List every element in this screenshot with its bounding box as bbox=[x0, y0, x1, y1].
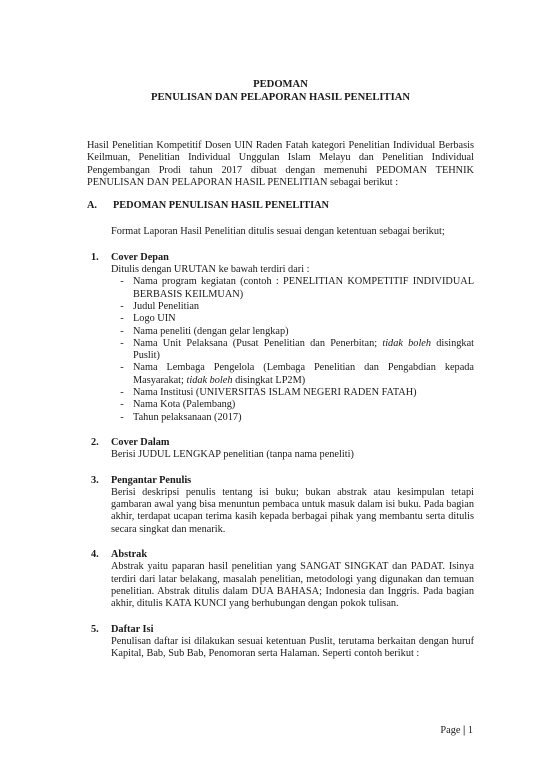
item-text: Berisi JUDUL LENGKAP penelitian (tanpa nama peneliti) bbox=[111, 449, 354, 461]
item-heading: Daftar Isi bbox=[111, 623, 154, 635]
list-item: - Nama Institusi (UNIVERSITAS ISLAM NEGERI RADEN FATAH) bbox=[120, 387, 417, 399]
section-letter: A. bbox=[87, 200, 98, 212]
item-cover-dalam bbox=[87, 437, 474, 462]
list-item: - Nama program kegiatan (contoh : PENELITIAN KOMPETITIF INDIVIDUAL BERBASIS KEILMUAN) bbox=[120, 276, 474, 300]
list-item: - Nama Kota (Palembang) bbox=[120, 399, 236, 411]
item-number: 4. bbox=[91, 549, 99, 561]
page-label: Page bbox=[440, 725, 461, 736]
item-heading: Cover Dalam bbox=[111, 436, 170, 448]
item-number: 1. bbox=[91, 251, 99, 263]
section-a-intro: Format Laporan Hasil Penelitian ditulis sesuai dengan ketentuan sebagai berikut; bbox=[111, 226, 445, 238]
section-heading-text: PEDOMAN PENULISAN HASIL PENELITIAN bbox=[113, 200, 329, 212]
list-item: - Nama Lembaga Pengelola (Lembaga Penelitian dan Pengabdian kepada Masyarakat; tidak boleh disingkat LP2M) bbox=[120, 362, 474, 386]
list-item: - Judul Penelitian bbox=[120, 300, 200, 312]
item-heading: Cover Depan bbox=[111, 251, 169, 263]
list-item: - Nama Unit Pelaksana (Pusat Penelitian dan Penerbitan; tidak boleh disingkat Puslit) bbox=[120, 337, 475, 362]
item-text: Berisi deskripsi penulis tentang isi buku; bukan abstrak atau kesimpulan tetapi gambaran awal yang bisa menuntun pembaca untuk masuk dalam isi buku. Pada bagian akhir, terdapat ucapan terima kasih kepada berbagai pihak yang membantu serta ditulis secara singkat dan menarik. bbox=[111, 486, 474, 535]
item-daftar-isi bbox=[87, 624, 474, 661]
section-a-heading bbox=[87, 200, 474, 212]
item-text: Ditulis dengan URUTAN ke bawah terdiri dari : bbox=[111, 264, 310, 276]
intro-paragraph: Hasil Penelitian Kompetitif Dosen UIN Raden Fatah kategori Penelitian Individual Berbasis Keilmuan, Penelitian Individual Unggulan Islam Melayu dan Penelitian Individual Pengembangan Prodi tahun 2017 dibuat dengan memenuhi PEDOMAN TEHNIK PENULISAN DAN PELAPORAN HASIL PENELITIAN sebagai berikut : bbox=[87, 140, 474, 188]
document-title bbox=[87, 78, 474, 104]
page-footer bbox=[440, 725, 473, 737]
item-abstrak bbox=[87, 549, 474, 610]
item-cover-depan bbox=[87, 252, 474, 424]
list-item: - Tahun pelaksanaan (2017) bbox=[120, 411, 242, 423]
item-number: 2. bbox=[91, 436, 99, 448]
item-pengantar-penulis bbox=[87, 475, 474, 536]
item-text: Penulisan daftar isi dilakukan sesuai ketentuan Puslit, terutama berkaitan dengan huruf Kapital, Bab, Sub Bab, Penomoran serta Halaman. Seperti contoh berikut : bbox=[111, 635, 474, 660]
title-line-1: PEDOMAN bbox=[253, 79, 308, 90]
page-separator: | bbox=[462, 725, 466, 736]
list-item: - Logo UIN bbox=[120, 313, 176, 325]
item-text: Abstrak yaitu paparan hasil penelitian yang SANGAT SINGKAT dan PADAT. Isinya terdiri dari latar belakang, masalah penelitian, metodologi yang digunakan dan temuan penelitian. Abstrak ditulis dalam DUA BAHASA; Indonesia dan Inggris. Pada bagian akhir, ditulis KATA KUNCI yang berhubungan dengan pokok tulisan. bbox=[111, 561, 474, 610]
list-item: - Nama peneliti (dengan gelar lengkap) bbox=[120, 325, 289, 337]
item-number: 3. bbox=[91, 474, 99, 486]
item-heading: Pengantar Penulis bbox=[111, 474, 192, 486]
cover-depan-list bbox=[111, 276, 474, 424]
item-heading: Abstrak bbox=[111, 549, 148, 561]
item-number: 5. bbox=[91, 623, 99, 635]
page-number: 1 bbox=[467, 725, 473, 736]
title-line-2: PENULISAN DAN PELAPORAN HASIL PENELITIAN bbox=[151, 92, 410, 103]
